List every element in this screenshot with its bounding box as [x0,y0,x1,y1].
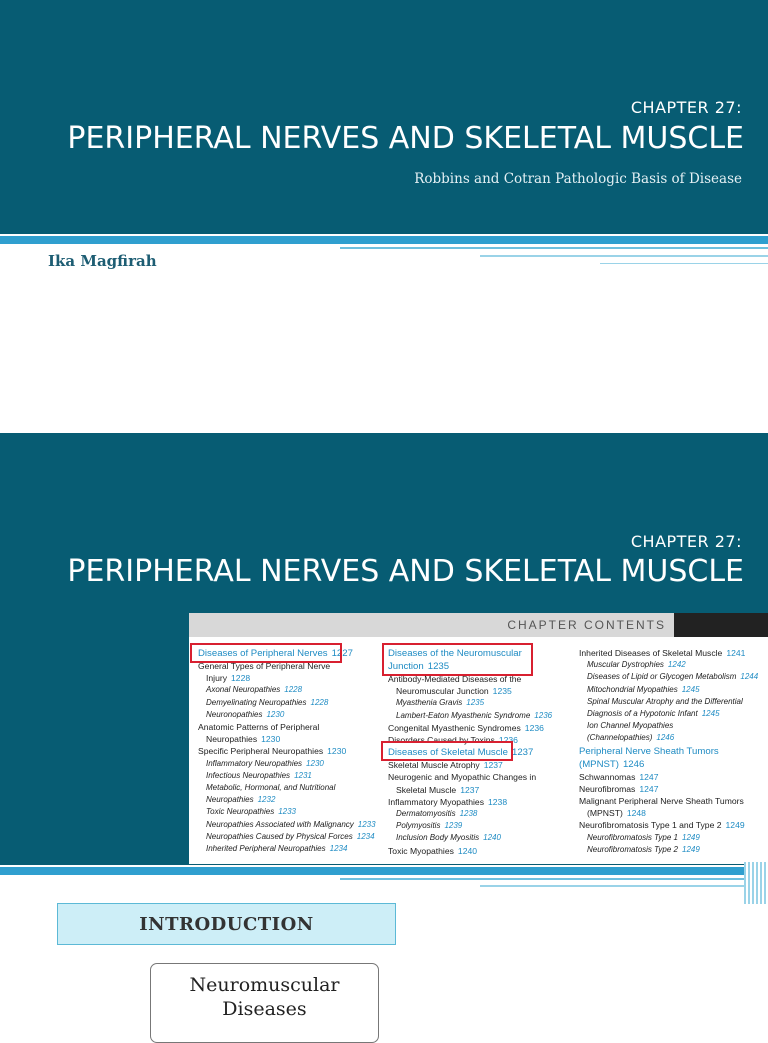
toc-entry-title: Neuronopathies [206,709,263,719]
toc-entry-page: 1235 [492,686,512,697]
box-line-2: Diseases [222,998,307,1020]
toc-entry-title: Inflammatory Myopathies [388,796,484,807]
toc-entry-page: 1245 [701,709,720,719]
toc-entry [198,782,376,794]
toc-entry-page: 1238 [488,796,508,807]
toc-entry-page: 1247 [639,783,659,794]
toc-entry [579,758,758,771]
toc-entry-title: Neurofibromatosis Type 1 and Type 2 [579,820,722,831]
slide1-chapter-label: CHAPTER 27: [630,98,742,117]
toc-entry-title: Spinal Muscular Atrophy and the Differential [587,696,743,706]
toc-column-1 [198,647,376,855]
toc-entry-page: 1242 [667,660,686,670]
introduction-heading-box [57,903,396,945]
toc-entry-title: Skeletal Muscle [396,784,457,795]
toc-entry-page: 1233 [278,807,296,817]
toc-entry [579,684,758,696]
toc-entry-title: Dermatomyositis [396,809,456,819]
toc-entry-title: Polymyositis [396,821,441,831]
toc-entry-title: Neuropathies Associated with Malignancy [206,819,354,829]
toc-entry [198,794,376,806]
toc-entry-page: 1237 [460,784,480,795]
toc-entry [579,771,758,783]
slide1-stripe [480,255,768,257]
toc-entry-title: (Channelopathies) [587,733,653,743]
toc-entry-page: 1235 [466,698,485,708]
toc-entry-title: Skeletal Muscle Atrophy [388,760,480,771]
toc-entry-page: 1244 [740,672,759,682]
toc-entry [198,770,376,782]
toc-entry-title: Demyelinating Neuropathies [206,697,307,707]
slide2-stripe [340,878,768,880]
toc-entry-page: 1236 [498,735,518,746]
toc-header-label: CHAPTER CONTENTS [507,618,666,632]
highlight-box-neuromuscular-junction [382,643,533,676]
toc-entry-title: Disorders Caused by Toxins [388,735,495,746]
toc-entry-page: 1228 [284,685,303,695]
toc-entry-title: Neurofibromatosis Type 2 [587,844,678,854]
toc-entry [579,720,758,732]
toc-entry-page: 1236 [534,710,553,720]
toc-entry-title: Diseases of Peripheral Nerves [198,648,328,659]
toc-entry-title: Diseases of Lipid or Glycogen Metabolism [587,672,737,682]
toc-entry-page: 1230 [266,709,285,719]
toc-entry-title: Malignant Peripheral Nerve Sheath Tumors [579,796,744,807]
toc-entry [388,697,552,709]
toc-entry [388,710,552,722]
toc-entry [579,795,758,807]
toc-entry-title: Neuropathies [206,734,258,745]
toc-entry [198,831,376,843]
toc-entry [388,771,552,783]
toc-entry-page: 1239 [444,821,463,831]
slide2-stripe [480,885,768,887]
toc-entry-page: 1230 [261,734,281,745]
toc-entry [388,845,552,857]
toc-entry [579,659,758,671]
toc-entry-page: 1246 [622,758,645,770]
toc-entry-title: Mitochondrial Myopathies [587,684,678,694]
toc-entry-title: Antibody-Mediated Diseases of the [388,674,522,684]
toc-header-dark [674,613,768,637]
toc-entry-title: Lambert-Eaton Myasthenic Syndrome [396,710,531,720]
toc-entry-page: 1235 [427,661,450,672]
slide2-chapter-label: CHAPTER 27: [630,532,742,551]
toc-entry-page: 1232 [257,795,276,805]
toc-entry-page: 1247 [639,771,659,782]
toc-entry [198,758,376,770]
toc-entry-title: Inherited Peripheral Neuropathies [206,844,326,854]
toc-entry-title: Schwannomas [579,771,636,782]
toc-entry-page: 1241 [726,648,746,658]
toc-entry-page: 1231 [294,770,312,780]
toc-entry [198,684,376,696]
slide1-stripe [600,263,768,264]
toc-entry [579,819,758,831]
toc-entry-page: 1240 [483,833,501,843]
toc-entry-page: 1249 [725,820,745,831]
toc-entry-title: Myasthenia Gravis [396,698,463,708]
toc-entry-title: Peripheral Nerve Sheath Tumors [579,745,719,757]
toc-entry [388,808,552,820]
toc-entry-page: 1240 [457,845,478,856]
slide2-stripe [0,867,768,875]
slide1-stripe [0,236,768,244]
toc-entry-title: Neurofibromatosis Type 1 [587,832,678,842]
toc-entry [388,759,552,771]
toc-entry-title: Injury [206,673,228,684]
toc-entry [198,672,376,684]
toc-entry [198,709,376,721]
toc-entry [579,647,758,659]
slide1-title-band [0,0,768,234]
toc-entry-title: Infectious Neuropathies [206,770,291,780]
toc-entry [579,732,758,744]
neuromuscular-diseases-box [150,963,379,1043]
toc-entry-page: 1227 [331,648,353,659]
box-line-1: Neuromuscular [189,974,340,996]
toc-entry-title: Neuromuscular Junction [396,686,489,697]
toc-entry-title: Toxic Myopathies [388,845,454,856]
toc-entry-page: 1234 [329,844,348,854]
introduction-heading: INTRODUCTION [139,913,314,935]
toc-entry-page: 1237 [483,760,503,771]
toc-entry [579,696,758,708]
toc-entry-title: Toxic Neuropathies [206,807,275,817]
toc-entry [388,722,552,734]
slide1-title: PERIPHERAL NERVES AND SKELETAL MUSCLE [67,121,744,156]
toc-entry-title: Diseases of the Neuromuscular [388,648,522,659]
toc-entry-page: 1228 [310,697,329,707]
toc-entry-page: 1238 [459,809,478,819]
toc-column-3 [579,647,758,856]
toc-entry [198,745,376,757]
toc-entry [388,796,552,808]
toc-entry-page: 1246 [656,733,675,743]
toc-entry-title: (MPNST) [587,808,623,819]
highlight-box-peripheral-nerves [190,643,342,663]
toc-entry [198,697,376,709]
toc-entry-title: Inclusion Body Myositis [396,833,480,843]
toc-entry-page: 1249 [682,832,700,842]
toc-entry [579,745,758,758]
toc-entry-page: 1228 [231,673,251,684]
toc-entry-page: 1230 [327,746,347,757]
toc-entry-page: 1236 [524,722,544,733]
toc-entry-page: 1249 [682,844,700,854]
toc-entry [579,783,758,795]
toc-entry-title: Neuropathies [206,795,254,805]
toc-entry-page: 1237 [511,747,534,759]
slide2-title: PERIPHERAL NERVES AND SKELETAL MUSCLE [67,554,744,589]
toc-entry-page: 1234 [356,831,375,841]
toc-entry-page: 1230 [306,758,324,768]
toc-entry-title: Inherited Diseases of Skeletal Muscle [579,648,723,658]
toc-entry-title: Specific Peripheral Neuropathies [198,746,324,757]
toc-entry-page: 1248 [626,808,646,819]
toc-entry-title: Junction [388,661,424,672]
toc-entry [579,708,758,720]
toc-entry-title: Diagnosis of a Hypotonic Infant [587,709,698,719]
author-name: Ika Magfirah [48,252,157,270]
toc-entry [198,843,376,855]
slide1-subtitle: Robbins and Cotran Pathologic Basis of Disease [414,171,742,187]
slide1-stripe [340,247,768,249]
toc-entry-title: Ion Channel Myopathies [587,721,674,731]
toc-entry-title: Congenital Myasthenic Syndromes [388,722,521,733]
highlight-box-skeletal-muscle [381,741,513,761]
toc-entry [388,685,552,697]
toc-entry-title: Inflammatory Neuropathies [206,758,303,768]
toc-entry [579,807,758,819]
toc-entry-title: Neurofibromas [579,783,636,794]
toc-entry [388,832,552,844]
toc-entry-title: General Types of Peripheral Nerve [198,661,331,671]
toc-entry [198,721,376,733]
toc-entry-page: 1233 [357,819,376,829]
toc-entry-page: 1245 [681,684,700,694]
toc-entry-title: Anatomic Patterns of Peripheral [198,722,320,733]
toc-entry-title: Neurogenic and Myopathic Changes in [388,772,537,783]
toc-entry-title: Axonal Neuropathies [206,685,281,695]
toc-entry-title: (MPNST) [579,758,619,770]
toc-entry-title: Diseases of Skeletal Muscle [388,747,508,759]
toc-entry-title: Metabolic, Hormonal, and Nutritional [206,783,336,793]
toc-entry [388,820,552,832]
toc-entry [388,784,552,796]
toc-entry [198,819,376,831]
toc-entry [579,832,758,844]
toc-entry [579,671,758,683]
chapter-contents-image [189,613,768,864]
toc-entry-title: Muscular Dystrophies [587,660,664,670]
toc-entry [198,806,376,818]
slide2-corner-deco [744,862,768,904]
toc-entry [198,733,376,745]
toc-entry [579,844,758,856]
toc-entry-title: Neuropathies Caused by Physical Forces [206,831,353,841]
